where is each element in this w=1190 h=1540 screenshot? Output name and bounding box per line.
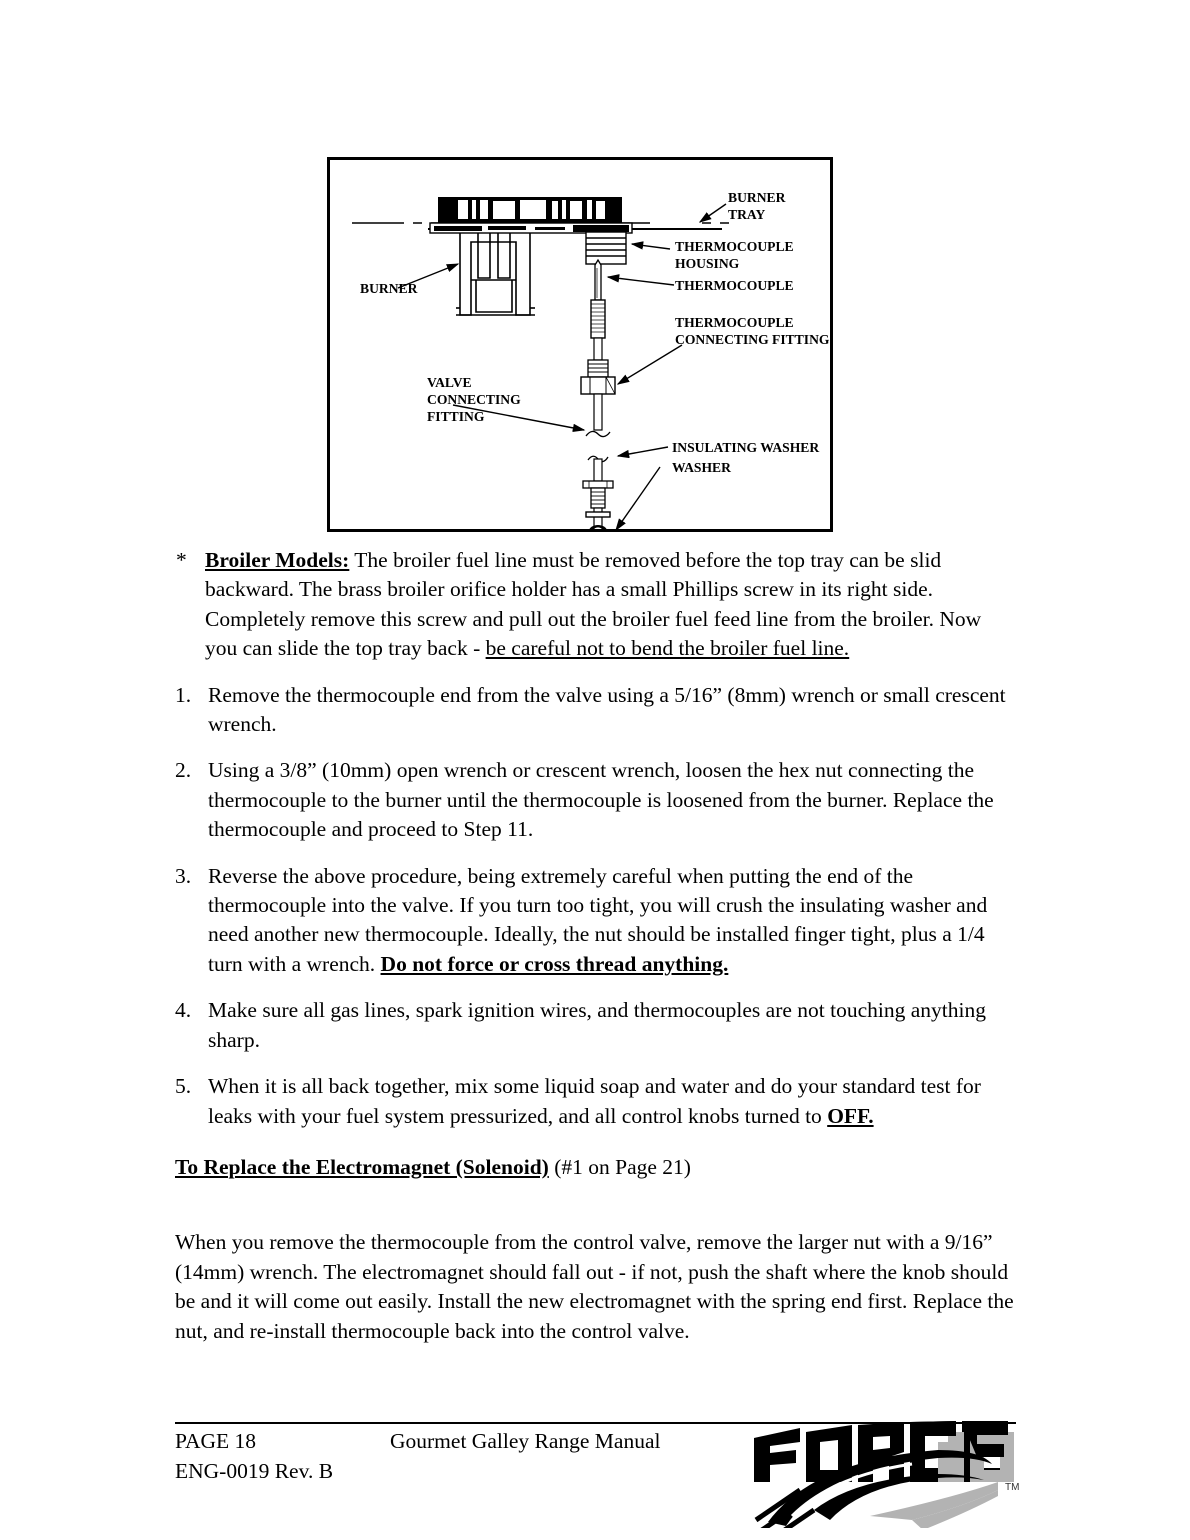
logo-swoosh-light [870,1482,998,1528]
section-heading-reference: (#1 on Page 21) [548,1154,691,1179]
step-marker-3: 3. [175,863,192,888]
step-item-2 [175,756,1015,844]
thermocouple-assembly-figure [327,157,833,532]
logo-trademark: TM [1005,1482,1020,1493]
leader-tc-fitting [618,345,682,384]
step-item-5 [175,1072,1015,1131]
step-emphasis-5: OFF. [827,1103,874,1128]
leader-housing [632,244,670,249]
leader-burner-tray [700,204,726,222]
footer-left-block [175,1427,333,1486]
label-valve-line3: FITTING [427,409,485,424]
broiler-note-underlined-tail: be careful not to bend the broiler fuel line. [485,636,850,661]
washer-part [589,525,607,529]
footer-manual-title: Gourmet Galley Range Manual [390,1429,661,1453]
leader-thermocouple [608,277,674,285]
section-paragraph-electromagnet: When you remove the thermocouple from the control valve, remove the larger nut with a 9/16” (14mm) wrench. The electromagnet should fall out - if not, push the shaft where the knob should be and it will come out easily. Install the new electromagnet with the spring end first. Replace the nut, and re-install thermocouple back into the control valve. [175,1230,1014,1343]
burner-body [456,233,535,315]
thermocouple-probe [591,260,605,360]
label-valve-line1: VALVE [427,375,472,390]
label-housing-line1: THERMOCOUPLE [675,239,794,254]
force-10-logo-graphic [752,1420,1020,1528]
section-heading-underlined: To Replace the Electromagnet (Solenoid) [175,1154,549,1179]
thermocouple-connecting-fitting [581,360,615,437]
step-item-4 [175,996,1015,1055]
step-marker-1: 1. [175,682,192,707]
step-item-1 [175,681,1015,740]
label-burner-tray-line2: TRAY [728,207,766,222]
broiler-note-marker: * [176,548,187,572]
step-text-4: Make sure all gas lines, spark ignition wires, and thermocouples are not touching anything sharp. [208,998,986,1052]
section-heading-electromagnet [175,1153,1015,1182]
step-emphasis-3: Do not force or cross thread anything. [380,951,729,976]
step-text-5: When it is all back together, mix some liquid soap and water and do your standard test for leaks with your fuel system pressurized, and all control knobs turned to [208,1074,981,1128]
label-burner: BURNER [360,281,418,296]
leader-washer [616,467,660,529]
leader-insulating-washer [618,447,668,456]
label-tc-fitting-line2: CONNECTING FITTING [675,332,830,347]
thermocouple-housing [586,232,626,264]
step-text-1: Remove the thermocouple end from the valve using a 5/16” (8mm) wrench or small crescent wrench. [208,682,1006,737]
label-washer: WASHER [672,460,731,475]
label-housing-line2: HOUSING [675,256,740,271]
burner-cap [438,197,622,223]
force-10-logo [752,1420,1020,1528]
label-valve-line2: CONNECTING [427,392,521,407]
step-marker-4: 4. [175,998,192,1023]
step-marker-5: 5. [175,1074,192,1099]
step-text-2: Using a 3/8” (10mm) open wrench or crescent wrench, loosen the hex nut connecting the thermocouple to the burner until the thermocouple is loosened from the burner. Replace the thermocouple and proceed to Step 11. [208,758,994,842]
label-insulating-washer: INSULATING WASHER [672,440,820,455]
figure-drawing [330,160,830,529]
broiler-models-note [175,546,1015,664]
valve-connecting-fitting [583,456,613,529]
broiler-note-heading: Broiler Models: [205,548,350,572]
step-marker-2: 2. [175,758,192,783]
insulating-washer-part [586,512,610,517]
step-text-3: Reverse the above procedure, being extremely careful when putting the end of the thermocouple into the valve. If you turn too tight, you will crush the insulating washer and need another new thermocouple. Ideally, the nut should be installed finger tight, plus a 1/4 turn with a wrench. [208,863,988,976]
footer-doc-number: ENG-0019 Rev. B [175,1458,334,1483]
step-item-3 [175,862,1015,980]
label-tc-fitting-line1: THERMOCOUPLE [675,315,794,330]
broiler-note-text: The broiler fuel line must be removed before the top tray can be slid backward. The brass broiler orifice holder has a small Phillips screw in its right side. Completely remove this screw and pull out the broiler fuel feed line from the broiler. Now you can slide the top tray back - [205,548,982,661]
footer-page-number: PAGE 18 [175,1429,257,1453]
document-body [175,546,1015,1346]
label-burner-tray-line1: BURNER [728,190,786,205]
label-thermocouple: THERMOCOUPLE [675,278,794,293]
